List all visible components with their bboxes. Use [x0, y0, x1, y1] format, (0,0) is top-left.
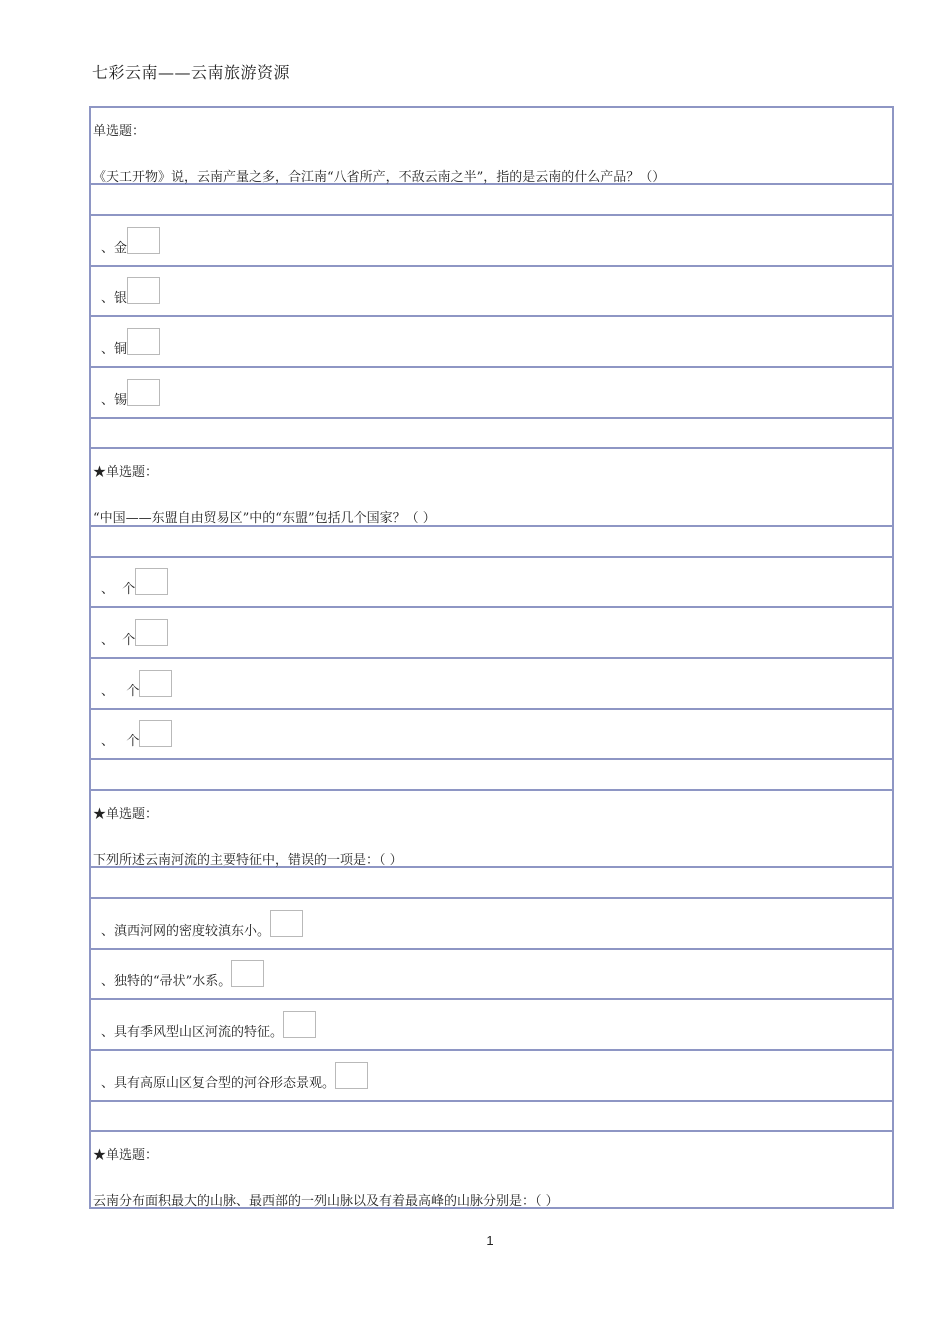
option-label: 、 个	[101, 582, 136, 598]
answer-checkbox[interactable]	[270, 910, 303, 937]
option-row	[91, 710, 892, 761]
question-row	[91, 1132, 892, 1210]
answer-checkbox[interactable]	[139, 670, 172, 697]
answer-checkbox[interactable]	[335, 1062, 368, 1089]
answer-checkbox[interactable]	[135, 568, 168, 595]
option-label: 、锡	[101, 392, 128, 408]
question-text: 《天工开物》说，云南产量之多，合江南“八省所产，不敌云南之半”，指的是云南的什么产品？（）	[93, 170, 666, 185]
option-item[interactable]	[101, 720, 172, 750]
option-label: 、金	[101, 240, 128, 256]
option-row	[91, 1000, 892, 1051]
option-row	[91, 1051, 892, 1102]
spacer-row	[91, 419, 892, 450]
option-row	[91, 317, 892, 368]
spacer-row	[91, 760, 892, 791]
option-item[interactable]	[101, 960, 264, 990]
spacer-row	[91, 1102, 892, 1133]
option-label: 、具有高原山区复合型的河谷形态景观。	[101, 1075, 336, 1091]
document-title: 七彩云南——云南旅游资源	[92, 63, 291, 82]
question-type: 单选题：	[93, 124, 146, 139]
option-item[interactable]	[101, 619, 168, 649]
option-row	[91, 558, 892, 609]
option-item[interactable]	[101, 227, 160, 257]
option-row	[91, 216, 892, 267]
option-label: 、铜	[101, 342, 128, 358]
option-item[interactable]	[101, 328, 160, 358]
question-row	[91, 108, 892, 185]
option-label: 、具有季风型山区河流的特征。	[101, 1025, 284, 1041]
option-row	[91, 950, 892, 1001]
option-row	[91, 368, 892, 419]
question-row	[91, 791, 892, 868]
answer-checkbox[interactable]	[231, 960, 264, 987]
option-label: 、独特的“帚状”水系。	[101, 974, 232, 990]
option-label: 、 个	[101, 632, 136, 648]
option-item[interactable]	[101, 910, 303, 940]
option-item[interactable]	[101, 1011, 316, 1041]
option-row	[91, 608, 892, 659]
question-row	[91, 449, 892, 526]
question-text: “中国——东盟自由贸易区”中的“东盟”包括几个国家？（ ）	[93, 511, 436, 527]
answer-checkbox[interactable]	[283, 1011, 316, 1038]
option-row	[91, 659, 892, 710]
answer-checkbox[interactable]	[127, 328, 160, 355]
spacer-row	[91, 527, 892, 558]
option-item[interactable]	[101, 568, 168, 598]
answer-checkbox[interactable]	[135, 619, 168, 646]
option-item[interactable]	[101, 277, 160, 307]
page-number: 1	[486, 1233, 494, 1248]
option-item[interactable]	[101, 1062, 368, 1092]
answer-checkbox[interactable]	[127, 277, 160, 304]
option-row	[91, 267, 892, 318]
answer-checkbox[interactable]	[127, 379, 160, 406]
question-type: ★单选题：	[93, 1148, 159, 1164]
option-item[interactable]	[101, 670, 172, 700]
question-text: 下列所述云南河流的主要特征中，错误的一项是：（ ）	[93, 852, 403, 868]
question-text: 云南分布面积最大的山脉、最西部的一列山脉以及有着最高峰的山脉分别是：（ ）	[93, 1194, 559, 1210]
quiz-table	[89, 106, 894, 1209]
option-label: 、 个	[101, 734, 140, 750]
answer-checkbox[interactable]	[127, 227, 160, 254]
option-label: 、滇西河网的密度较滇东小。	[101, 923, 271, 939]
spacer-row	[91, 185, 892, 216]
question-type: ★单选题：	[93, 806, 159, 822]
option-label: 、银	[101, 291, 128, 307]
option-label: 、 个	[101, 683, 140, 699]
option-item[interactable]	[101, 379, 160, 409]
spacer-row	[91, 868, 892, 899]
answer-checkbox[interactable]	[139, 720, 172, 747]
question-type: ★单选题：	[93, 465, 159, 481]
option-row	[91, 899, 892, 950]
